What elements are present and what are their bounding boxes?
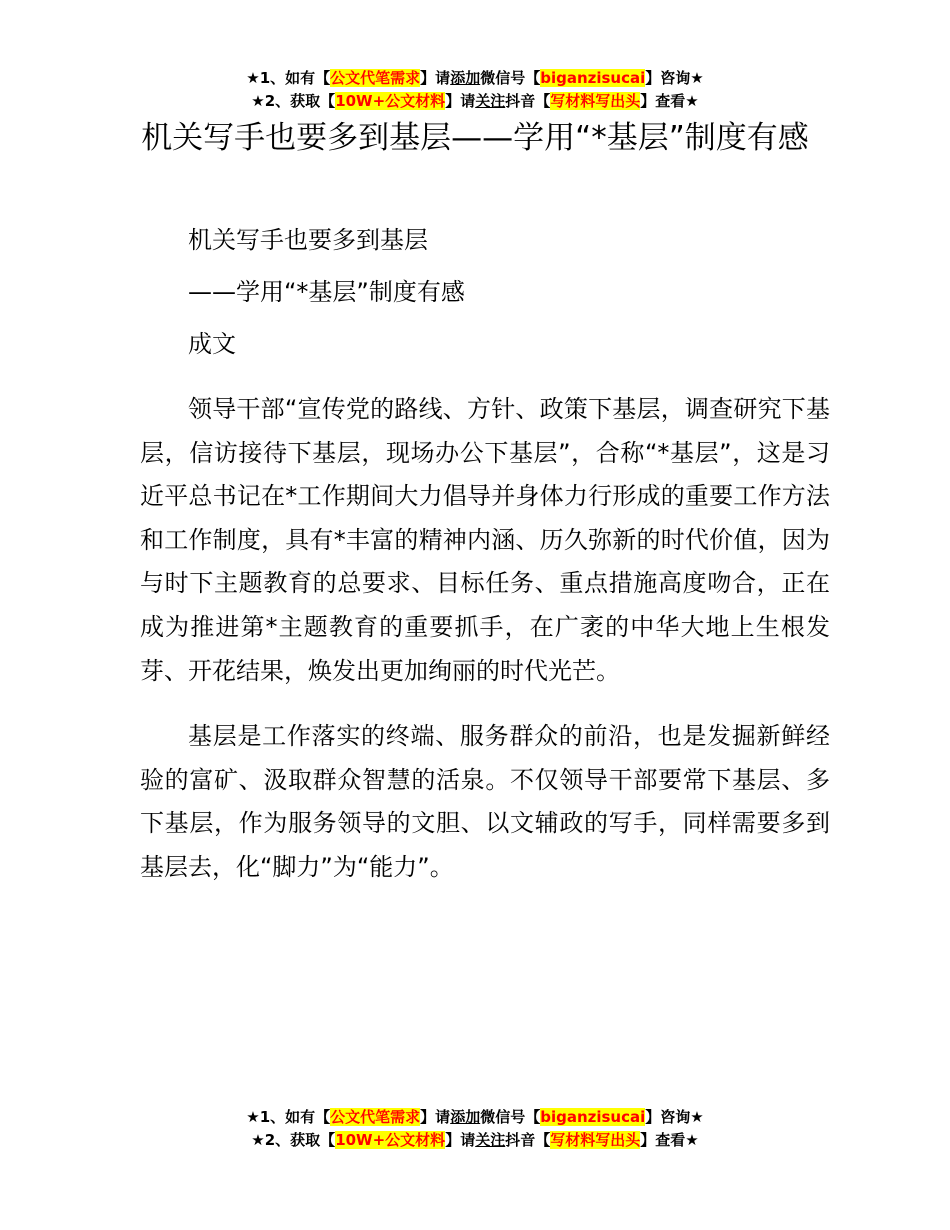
highlight-materials: 10W+公文材料 (335, 1131, 446, 1149)
banner-line-1: ★1、如有【公文代笔需求】请添加微信号【biganzisucai】咨询★ (246, 1108, 704, 1126)
highlight-wechat-id: biganzisucai (540, 69, 646, 87)
banner-line-2: ★2、获取【10W+公文材料】请关注抖音【写材料写出头】查看★ (251, 1131, 699, 1149)
subtitle-line-2: ——学用“*基层”制度有感 (188, 278, 465, 306)
document-title: 机关写手也要多到基层——学用“*基层”制度有感 (141, 120, 809, 156)
subtitle-line-1: 机关写手也要多到基层 (188, 226, 428, 254)
body-paragraph: 领导干部“宣传党的路线、方针、政策下基层，调查研究下基层，信访接待下基层，现场办公下基层”，合称“*基层”，这是习近平总书记在*工作期间大力倡导并身体力行形成的重要工作方法和工作制度，具有*丰富的精神内涵、历久弥新的时代价值，因为与时下主题教育的总要求、目标任务、重点措施高度吻合，正在成为推进第*主题教育的重要抓手，在广袤的中华大地上生根发芽、开花结果，焕发出更加绚丽的时代光芒。 (140, 395, 830, 685)
body-paragraph: 基层是工作落实的终端、服务群众的前沿，也是发掘新鲜经验的富矿、汲取群众智慧的活泉。不仅领导干部要常下基层、多下基层，作为服务领导的文胆、以文辅政的写手，同样需要多到基层去，化“脚力”为“能力”。 (140, 722, 830, 881)
footer-banner (0, 1106, 950, 1152)
highlight-wechat-id: biganzisucai (540, 1108, 646, 1126)
header-banner (0, 67, 950, 113)
highlight-douyin-account: 写材料写出头 (550, 1131, 641, 1149)
banner-line-1: ★1、如有【公文代笔需求】请添加微信号【biganzisucai】咨询★ (246, 69, 704, 87)
document-body (140, 214, 830, 890)
highlight-materials: 10W+公文材料 (335, 92, 446, 110)
highlight-douyin-account: 写材料写出头 (550, 92, 641, 110)
author-name: 成文 (188, 330, 236, 358)
highlight-service: 公文代笔需求 (330, 69, 421, 87)
highlight-service: 公文代笔需求 (330, 1108, 421, 1126)
banner-line-2: ★2、获取【10W+公文材料】请关注抖音【写材料写出头】查看★ (251, 92, 699, 110)
